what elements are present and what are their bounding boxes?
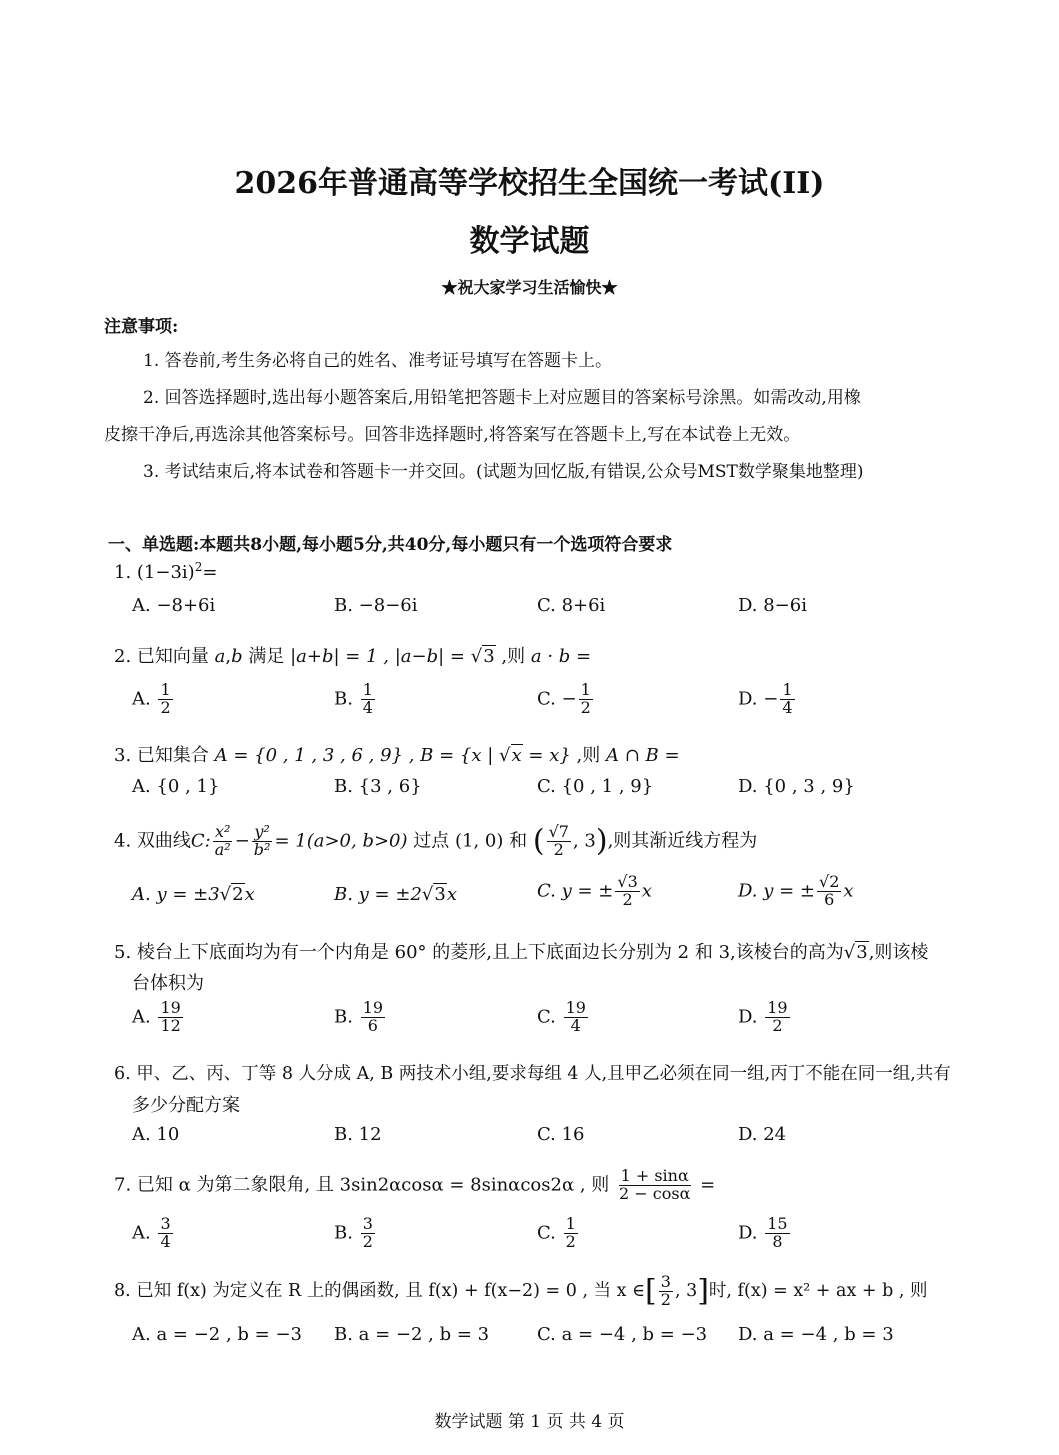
q2-condition: |a+b| = 1 , |a−b| =	[290, 646, 471, 667]
q4-minus: −	[234, 830, 250, 852]
question-3-stem	[114, 741, 680, 767]
q1-option-b: B. −8−6i	[334, 595, 418, 616]
q4-curve-name: C:	[190, 830, 211, 852]
q5-option-c: C. $\frac{19}{4}$	[537, 998, 586, 1035]
q3-option-d: D. {0 , 3 , 9}	[738, 776, 855, 797]
q3-option-b: B. {3 , 6}	[334, 776, 422, 797]
notice-title: 注意事项:	[104, 317, 179, 337]
notice-item-1: 1. 答卷前,考生务必将自己的姓名、准考证号填写在答题卡上。	[143, 351, 613, 371]
q8-option-a: A. a = −2 , b = −3	[132, 1324, 302, 1345]
q8-interval-start: $\frac{3}{2}$	[660, 1272, 671, 1309]
q4-text-c: ,则其渐近线方程为	[607, 830, 758, 852]
q5-option-a: A. $\frac{19}{12}$	[132, 998, 181, 1035]
q1-exponent: 2	[194, 560, 203, 574]
q5-option-d: D. $\frac{19}{2}$	[738, 998, 788, 1035]
question-5-line-2: 台体积为	[132, 973, 204, 994]
q2-equals: =	[576, 646, 592, 667]
q2-dot-product: a · b	[530, 646, 571, 667]
q7-option-a: A. $\frac{3}{4}$	[132, 1214, 171, 1251]
q6-option-b: B. 12	[334, 1124, 382, 1145]
q8-option-c: C. a = −4 , b = −3	[537, 1324, 708, 1345]
vector-b: b	[231, 646, 243, 667]
q2-sqrt: √3	[470, 646, 495, 667]
q4-option-c: C. y = ± $\frac{√3}{2}$ x	[537, 872, 652, 909]
q4-point-rest: , 3	[572, 830, 596, 852]
question-6-line-2: 多少分配方案	[132, 1095, 240, 1116]
section-heading: 一、单选题:本题共8小题,每小题5分,共40分,每小题只有一个选项符合要求	[108, 535, 673, 555]
q4-text-b: 过点 (1, 0) 和	[413, 830, 528, 852]
exam-subject: 数学试题	[469, 224, 590, 259]
q4-option-a: A. y = ±3√2x	[132, 884, 255, 905]
q3-intersection: A ∩ B =	[606, 745, 680, 766]
vector-a: a	[214, 646, 226, 667]
q7-option-b: B. $\frac{3}{2}$	[334, 1214, 373, 1251]
q2-option-a: A. $\frac{1}{2}$	[132, 680, 171, 717]
q4-option-d: D. y = ± $\frac{√2}{6}$ x	[738, 872, 854, 909]
question-4-stem: 4. 双曲线C: $\frac{\text{x²}}{\text{a²}}$ − $\frac{\text{y²}}{\text{b²}}$ = 1(a>0, b>0) 过点 (1, 0) 和 ( $\frac{√7}{2}$ , 3),则其渐近线方程为	[114, 822, 758, 859]
q2-option-c: C. − $\frac{1}{2}$	[537, 680, 591, 717]
q4-frac-y: $\frac{\text{y²}}{\text{b²}}$	[253, 822, 271, 859]
q5-option-b: B. $\frac{19}{6}$	[334, 998, 384, 1035]
exam-title: 2026年普通高等学校招生全国统一考试(II)	[234, 166, 825, 201]
q3-option-a: A. {0 , 1}	[132, 776, 220, 797]
q1-option-d: D. 8−6i	[738, 595, 807, 616]
question-6-line-1: 6. 甲、乙、丙、丁等 8 人分成 A, B 两技术小组,要求每组 4 人,且甲乙必须在同一组,丙丁不能在同一组,共有	[114, 1064, 951, 1084]
q2-text-b: 满足	[248, 646, 285, 667]
q7-option-c: C. $\frac{1}{2}$	[537, 1214, 576, 1251]
q4-condition: = 1(a>0, b>0)	[274, 830, 408, 852]
q2-comma: ,	[225, 646, 232, 667]
q3-option-c: C. {0 , 1 , 9}	[537, 776, 654, 797]
q1-equals: =	[202, 562, 218, 583]
q3-sqrt: √x	[499, 745, 522, 766]
q8-option-d: D. a = −4 , b = 3	[738, 1324, 894, 1345]
q2-option-b: B. $\frac{1}{4}$	[334, 680, 373, 717]
q3-text-a: 3. 已知集合	[114, 745, 209, 766]
notice-item-2-line-2: 皮擦干净后,再选涂其他答案标号。回答非选择题时,将答案写在答题卡上,写在本试卷上无效。	[104, 425, 801, 445]
slogan: ★祝大家学习生活愉快★	[441, 278, 618, 297]
question-8-stem: 8. 已知 f(x) 为定义在 R 上的偶函数, 且 f(x) + f(x−2) = 0 , 当 x ∈[ $\frac{3}{2}$ , 3]时, f(x) = x² + ax + b , 则	[114, 1272, 928, 1309]
q2-text-a: 2. 已知向量	[114, 646, 209, 667]
q4-point-frac: $\frac{√7}{2}$	[548, 822, 569, 859]
question-5-line-1: 5. 棱台上下底面均为有一个内角是 60° 的菱形,且上下底面边长分别为 2 和 3,该棱台的高为√3,则该棱	[114, 942, 929, 963]
notice-item-3: 3. 考试结束后,将本试卷和答题卡一并交回。(试题为回忆版,有错误,公众号MST数学聚集地整理)	[143, 462, 864, 482]
q3-sets: A = {0 , 1 , 3 , 6 , 9} , B = {x |	[214, 745, 500, 766]
q4-frac-x: $\frac{\text{x²}}{\text{a²}}$	[214, 822, 231, 859]
question-7-stem: 7. 已知 α 为第二象限角, 且 3sin2αcosα = 8sinαcos2α , 则 $\frac{1 + \sin\alpha}{2 - \cos\alpha}$ =	[114, 1166, 716, 1203]
q7-expression: $\frac{1 + \sin\alpha}{2 - \cos\alpha}$	[619, 1166, 691, 1203]
q6-option-d: D. 24	[738, 1124, 787, 1145]
page-footer: 数学试题 第 1 页 共 4 页	[434, 1412, 625, 1432]
notice-item-2-line-1: 2. 回答选择题时,选出每小题答案后,用铅笔把答题卡上对应题目的答案标号涂黑。如需改动,用橡	[143, 388, 861, 408]
q1-base: 1. (1−3i)	[114, 562, 195, 583]
q4-text-a: 4. 双曲线	[114, 830, 191, 852]
question-1-stem	[114, 560, 217, 583]
q6-option-c: C. 16	[537, 1124, 585, 1145]
q3-sets-end: = x}	[522, 745, 571, 766]
q2-option-d: D. − $\frac{1}{4}$	[738, 680, 793, 717]
question-2-stem	[114, 642, 591, 668]
q2-text-c: ,则	[501, 646, 526, 667]
q1-option-c: C. 8+6i	[537, 595, 606, 616]
q6-option-a: A. 10	[132, 1124, 180, 1145]
q4-option-b: B. y = ±2√3x	[334, 884, 457, 905]
q8-option-b: B. a = −2 , b = 3	[334, 1324, 490, 1345]
q1-option-a: A. −8+6i	[132, 595, 216, 616]
q3-text-b: ,则	[576, 745, 601, 766]
q7-option-d: D. $\frac{15}{8}$	[738, 1214, 788, 1251]
